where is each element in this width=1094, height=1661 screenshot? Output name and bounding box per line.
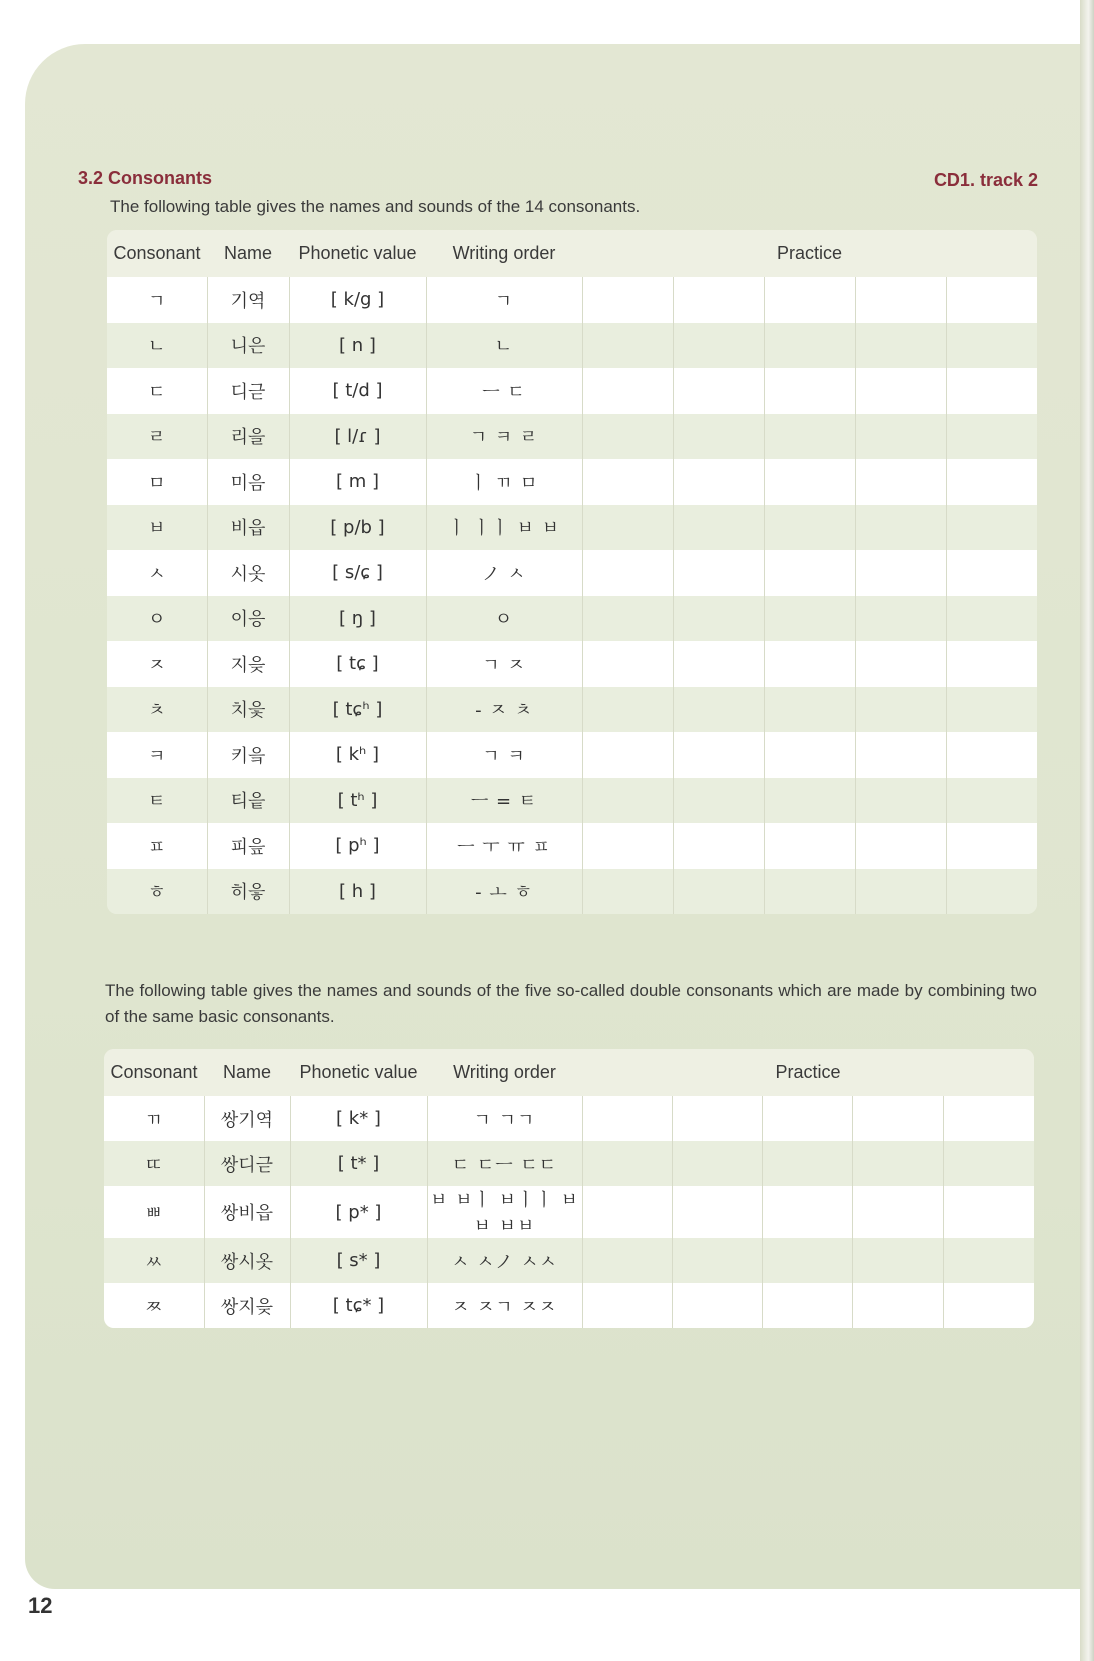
practice-cell xyxy=(855,505,946,551)
header-practice: Practice xyxy=(582,1049,1034,1096)
practice-cell xyxy=(673,778,764,824)
practice-cell xyxy=(855,277,946,323)
writing-order-cell: ㄱ ㄱㄱ xyxy=(427,1096,582,1141)
double-consonants-table xyxy=(104,1049,1034,1328)
practice-cell xyxy=(855,368,946,414)
consonant-cell: ㅇ xyxy=(107,596,207,642)
consonant-cell: ㄷ xyxy=(107,368,207,414)
practice-cell xyxy=(673,869,764,915)
practice-cell xyxy=(764,732,855,778)
writing-order-cell: ㄱ ㅋ xyxy=(426,732,582,778)
phonetic-cell: [ l/ɾ ] xyxy=(289,414,426,460)
consonant-cell: ㅈ xyxy=(107,641,207,687)
table-row xyxy=(107,550,1037,596)
writing-order-cell: ㅡ ㄷ xyxy=(426,368,582,414)
practice-cell xyxy=(855,778,946,824)
practice-cell xyxy=(582,368,673,414)
practice-cell xyxy=(672,1238,762,1283)
name-cell: 쌍디귿 xyxy=(204,1141,290,1186)
practice-cell xyxy=(582,732,673,778)
practice-cell xyxy=(855,414,946,460)
practice-cell xyxy=(764,459,855,505)
practice-cell xyxy=(582,641,673,687)
practice-cell xyxy=(855,687,946,733)
practice-cell xyxy=(582,277,673,323)
practice-cell xyxy=(762,1096,852,1141)
phonetic-cell: [ tʰ ] xyxy=(289,778,426,824)
practice-cell xyxy=(582,414,673,460)
phonetic-cell: [ h ] xyxy=(289,869,426,915)
practice-cell xyxy=(946,869,1037,915)
phonetic-cell: [ kʰ ] xyxy=(289,732,426,778)
practice-cell xyxy=(582,1096,672,1141)
practice-cell xyxy=(946,323,1037,369)
practice-cell xyxy=(764,823,855,869)
practice-cell xyxy=(582,596,673,642)
writing-order-cell: ㅣ ㄲ ㅁ xyxy=(426,459,582,505)
writing-order-cell: ㄱ xyxy=(426,277,582,323)
practice-cell xyxy=(762,1186,852,1238)
practice-cell xyxy=(943,1141,1034,1186)
name-cell: 지읒 xyxy=(207,641,289,687)
consonant-cell: ㅊ xyxy=(107,687,207,733)
writing-order-cell: ㄱ ㅈ xyxy=(426,641,582,687)
phonetic-cell: [ s/ɕ ] xyxy=(289,550,426,596)
phonetic-cell: [ tɕʰ ] xyxy=(289,687,426,733)
table-row xyxy=(104,1283,1034,1328)
practice-cell xyxy=(582,1238,672,1283)
table-row xyxy=(107,778,1037,824)
consonant-cell: ㄲ xyxy=(104,1096,204,1141)
writing-order-cell: ㅈ ㅈㄱ ㅈㅈ xyxy=(427,1283,582,1328)
phonetic-cell: [ m ] xyxy=(289,459,426,505)
writing-order-cell: ㅡ ㅜ ㅠ ㅍ xyxy=(426,823,582,869)
practice-cell xyxy=(764,687,855,733)
phonetic-cell: [ k* ] xyxy=(290,1096,427,1141)
practice-cell xyxy=(764,641,855,687)
consonant-cell: ㅌ xyxy=(107,778,207,824)
practice-cell xyxy=(762,1238,852,1283)
table-header-row xyxy=(104,1049,1034,1096)
practice-cell xyxy=(943,1096,1034,1141)
practice-cell xyxy=(946,277,1037,323)
practice-cell xyxy=(673,550,764,596)
practice-cell xyxy=(852,1283,943,1328)
writing-order-cell: ㄴ xyxy=(426,323,582,369)
phonetic-cell: [ p* ] xyxy=(290,1186,427,1238)
practice-cell xyxy=(855,323,946,369)
writing-order-cell: ㅡ = ㅌ xyxy=(426,778,582,824)
practice-cell xyxy=(764,596,855,642)
header-writing: Writing order xyxy=(426,230,582,277)
practice-cell xyxy=(946,414,1037,460)
phonetic-cell: [ s* ] xyxy=(290,1238,427,1283)
practice-cell xyxy=(946,505,1037,551)
consonant-cell: ㅋ xyxy=(107,732,207,778)
practice-cell xyxy=(855,596,946,642)
practice-cell xyxy=(855,459,946,505)
table-row xyxy=(104,1096,1034,1141)
writing-order-cell: - ㅈ ㅊ xyxy=(426,687,582,733)
writing-order-cell: ㅣ ㅣㅣ ㅂ ㅂ xyxy=(426,505,582,551)
practice-cell xyxy=(582,550,673,596)
practice-cell xyxy=(852,1141,943,1186)
table-row xyxy=(107,368,1037,414)
consonant-cell: ㄴ xyxy=(107,323,207,369)
phonetic-cell: [ t/d ] xyxy=(289,368,426,414)
practice-cell xyxy=(762,1141,852,1186)
phonetic-cell: [ p/b ] xyxy=(289,505,426,551)
practice-cell xyxy=(946,596,1037,642)
table-row xyxy=(107,732,1037,778)
consonant-cell: ㅁ xyxy=(107,459,207,505)
practice-cell xyxy=(764,414,855,460)
table-row xyxy=(104,1141,1034,1186)
writing-order-cell: ㅇ xyxy=(426,596,582,642)
practice-cell xyxy=(672,1141,762,1186)
consonants-table xyxy=(107,230,1037,914)
phonetic-cell: [ pʰ ] xyxy=(289,823,426,869)
practice-cell xyxy=(943,1186,1034,1238)
name-cell: 디귿 xyxy=(207,368,289,414)
practice-cell xyxy=(582,459,673,505)
practice-cell xyxy=(855,732,946,778)
practice-cell xyxy=(582,869,673,915)
writing-order-cell: - ㅗ ㅎ xyxy=(426,869,582,915)
name-cell: 쌍시옷 xyxy=(204,1238,290,1283)
table2-intro: The following table gives the names and sounds of the five so-called double consonants which are made by combining two of the same basic consonants. xyxy=(105,981,1037,1026)
writing-order-cell: ㅅ ㅅノ ㅅㅅ xyxy=(427,1238,582,1283)
practice-cell xyxy=(673,368,764,414)
table-row xyxy=(107,641,1037,687)
consonant-cell: ㅂ xyxy=(107,505,207,551)
practice-cell xyxy=(582,778,673,824)
cd-track-label: CD1. track 2 xyxy=(933,170,1038,190)
practice-cell xyxy=(852,1186,943,1238)
practice-cell xyxy=(672,1096,762,1141)
consonant-cell: ㅃ xyxy=(104,1186,204,1238)
table-row xyxy=(107,505,1037,551)
table-row xyxy=(104,1186,1034,1238)
practice-cell xyxy=(582,1186,672,1238)
name-cell: 티읕 xyxy=(207,778,289,824)
name-cell: 피읖 xyxy=(207,823,289,869)
practice-cell xyxy=(946,732,1037,778)
practice-cell xyxy=(852,1238,943,1283)
header-consonant: Consonant xyxy=(104,1049,204,1096)
name-cell: 쌍기역 xyxy=(204,1096,290,1141)
practice-cell xyxy=(943,1238,1034,1283)
practice-cell xyxy=(764,368,855,414)
phonetic-cell: [ t* ] xyxy=(290,1141,427,1186)
header-phonetic: Phonetic value xyxy=(290,1049,427,1096)
table-header-row xyxy=(107,230,1037,277)
consonant-cell: ㅎ xyxy=(107,869,207,915)
table-row xyxy=(104,1238,1034,1283)
phonetic-cell: [ tɕ ] xyxy=(289,641,426,687)
practice-cell xyxy=(673,277,764,323)
practice-cell xyxy=(673,323,764,369)
consonant-cell: ㅉ xyxy=(104,1283,204,1328)
practice-cell xyxy=(673,596,764,642)
practice-cell xyxy=(582,1141,672,1186)
practice-cell xyxy=(672,1186,762,1238)
name-cell: 이응 xyxy=(207,596,289,642)
practice-cell xyxy=(582,687,673,733)
practice-cell xyxy=(946,823,1037,869)
practice-cell xyxy=(582,823,673,869)
practice-cell xyxy=(855,641,946,687)
practice-cell xyxy=(946,778,1037,824)
practice-cell xyxy=(762,1283,852,1328)
writing-order-cell: ㄱ ㅋ ㄹ xyxy=(426,414,582,460)
book-spine xyxy=(1080,0,1094,1661)
table-row xyxy=(107,323,1037,369)
practice-cell xyxy=(855,823,946,869)
name-cell: 키읔 xyxy=(207,732,289,778)
practice-cell xyxy=(673,687,764,733)
practice-cell xyxy=(673,823,764,869)
table-row xyxy=(107,687,1037,733)
table1-intro: The following table gives the names and sounds of the 14 consonants. xyxy=(110,197,641,216)
consonant-cell: ㄱ xyxy=(107,277,207,323)
section-title: 3.2 Consonants xyxy=(78,168,213,188)
practice-cell xyxy=(764,778,855,824)
practice-cell xyxy=(764,869,855,915)
name-cell: 니은 xyxy=(207,323,289,369)
consonant-cell: ㅍ xyxy=(107,823,207,869)
practice-cell xyxy=(764,550,855,596)
practice-cell xyxy=(946,641,1037,687)
table-row xyxy=(107,414,1037,460)
header-name: Name xyxy=(207,230,289,277)
header-name: Name xyxy=(204,1049,290,1096)
practice-cell xyxy=(855,550,946,596)
writing-order-cell: ㄷ ㄷㅡ ㄷㄷ xyxy=(427,1141,582,1186)
practice-cell xyxy=(673,641,764,687)
practice-cell xyxy=(673,732,764,778)
header-consonant: Consonant xyxy=(107,230,207,277)
practice-cell xyxy=(852,1096,943,1141)
name-cell: 히읗 xyxy=(207,869,289,915)
practice-cell xyxy=(582,1283,672,1328)
practice-cell xyxy=(673,459,764,505)
name-cell: 비읍 xyxy=(207,505,289,551)
practice-cell xyxy=(673,414,764,460)
writing-order-cell: ㅂ ㅂㅣ ㅂㅣㅣ ㅂㅂ ㅂㅂ xyxy=(427,1186,582,1238)
name-cell: 쌍비읍 xyxy=(204,1186,290,1238)
table-row xyxy=(107,869,1037,915)
table-row xyxy=(107,459,1037,505)
practice-cell xyxy=(946,687,1037,733)
header-phonetic: Phonetic value xyxy=(289,230,426,277)
phonetic-cell: [ k/g ] xyxy=(289,277,426,323)
practice-cell xyxy=(946,459,1037,505)
practice-cell xyxy=(855,869,946,915)
practice-cell xyxy=(764,505,855,551)
consonant-cell: ㄹ xyxy=(107,414,207,460)
practice-cell xyxy=(764,323,855,369)
table-row xyxy=(107,596,1037,642)
consonant-cell: ㄸ xyxy=(104,1141,204,1186)
phonetic-cell: [ ŋ ] xyxy=(289,596,426,642)
practice-cell xyxy=(582,505,673,551)
name-cell: 치읓 xyxy=(207,687,289,733)
practice-cell xyxy=(943,1283,1034,1328)
name-cell: 기역 xyxy=(207,277,289,323)
consonant-cell: ㅅ xyxy=(107,550,207,596)
page-number: 12 xyxy=(28,1593,53,1618)
phonetic-cell: [ n ] xyxy=(289,323,426,369)
writing-order-cell: ノ ㅅ xyxy=(426,550,582,596)
table-row xyxy=(107,823,1037,869)
consonant-cell: ㅆ xyxy=(104,1238,204,1283)
name-cell: 리을 xyxy=(207,414,289,460)
header-practice: Practice xyxy=(582,230,1037,277)
phonetic-cell: [ tɕ* ] xyxy=(290,1283,427,1328)
table-row xyxy=(107,277,1037,323)
name-cell: 쌍지읒 xyxy=(204,1283,290,1328)
practice-cell xyxy=(764,277,855,323)
practice-cell xyxy=(673,505,764,551)
name-cell: 시옷 xyxy=(207,550,289,596)
practice-cell xyxy=(946,550,1037,596)
practice-cell xyxy=(946,368,1037,414)
practice-cell xyxy=(672,1283,762,1328)
practice-cell xyxy=(582,323,673,369)
name-cell: 미음 xyxy=(207,459,289,505)
header-writing: Writing order xyxy=(427,1049,582,1096)
